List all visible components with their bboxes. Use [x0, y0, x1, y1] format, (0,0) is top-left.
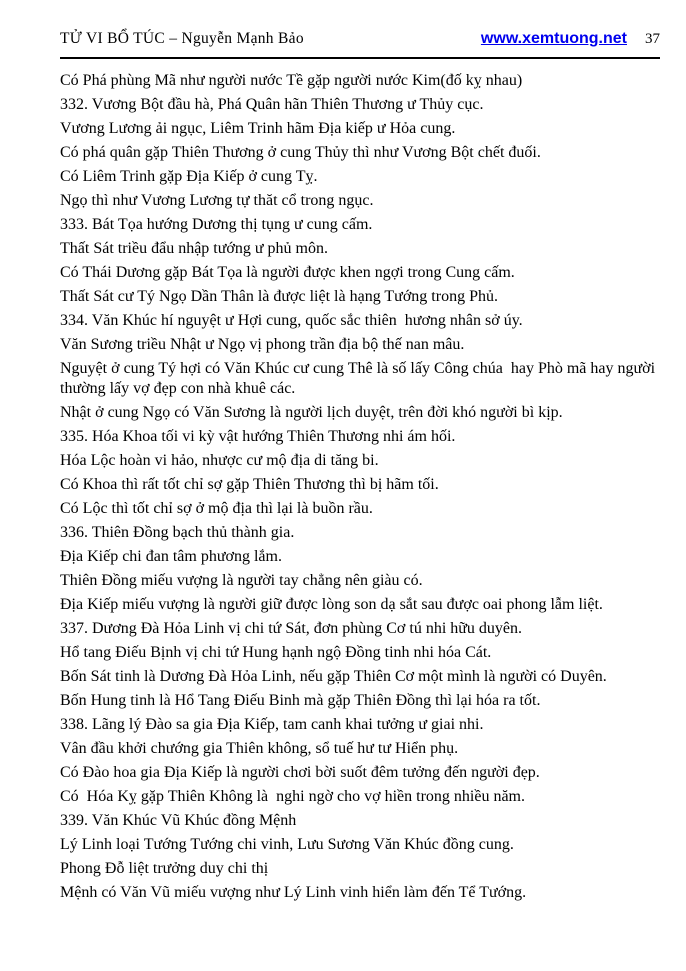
paragraph: Có Đào hoa gia Địa Kiếp là người chơi bời suốt đêm tưởng đến người đẹp. [60, 764, 540, 781]
paragraph: Hổ tang Điếu Bịnh vị chi tứ Hung hạnh ngộ Đồng tinh nhi hóa Cát. [60, 644, 492, 661]
paragraph: Phong Đỗ liệt trưởng duy chi thị [60, 860, 269, 877]
paragraph: Lý Linh loại Tướng Tướng chi vinh, Lưu Sương Văn Khúc đồng cung. [60, 836, 514, 853]
paragraph: Địa Kiếp miếu vượng là người giữ được lòng son dạ sắt sau được oai phong lẫm liệt. [60, 596, 603, 613]
paragraph: 335. Hóa Khoa tối vi kỳ vật hướng Thiên Thương nhi ám hối. [60, 428, 456, 445]
paragraph: 337. Dương Đà Hỏa Linh vị chi tứ Sát, đơn phùng Cơ tú nhi hữu duyên. [60, 620, 523, 637]
paragraph: 339. Văn Khúc Vũ Khúc đồng Mệnh [60, 812, 297, 829]
paragraph: Có phá quân gặp Thiên Thương ở cung Thủy thì như Vương Bột chết đuối. [60, 144, 541, 161]
paragraph: Hóa Lộc hoàn vi hảo, nhược cư mộ địa di tăng bi. [60, 452, 379, 469]
page-header [60, 30, 660, 48]
paragraph: Có Hóa Kỵ gặp Thiên Không là nghi ngờ cho vợ hiền trong nhiều năm. [60, 788, 525, 805]
paragraph: Có Khoa thì rất tốt chỉ sợ gặp Thiên Thương thì bị hãm tối. [60, 476, 439, 493]
paragraph: Nhật ở cung Ngọ có Văn Sương là người lịch duyệt, trên đời khó người bì kịp. [60, 404, 563, 421]
paragraph: Vân đầu khởi chướng gia Thiên không, sổ tuế hư tư Hiển phụ. [60, 740, 459, 757]
header-title: TỬ VI BỔ TÚC – Nguyễn Mạnh Bảo [60, 30, 304, 47]
paragraph: Địa Kiếp chi đan tâm phương lắm. [60, 548, 282, 565]
paragraph: Thất Sát triều đẩu nhập tướng ư phủ môn. [60, 240, 328, 257]
page-number: 37 [645, 31, 660, 47]
paragraph: Có Liêm Trinh gặp Địa Kiếp ở cung Tỵ. [60, 168, 318, 185]
paragraph: Văn Sương triều Nhật ư Ngọ vị phong trần địa bộ thế nan mâu. [60, 336, 465, 353]
header-right-group [481, 30, 660, 48]
paragraph: Vương Lương ải ngục, Liêm Trinh hãm Địa kiếp ư Hỏa cung. [60, 120, 456, 137]
paragraph: 334. Văn Khúc hí nguyệt ư Hợi cung, quốc sắc thiên hương nhân sở úy. [60, 312, 523, 329]
paragraph: 338. Lãng lý Đào sa gia Địa Kiếp, tam canh khai tưởng ư giai nhi. [60, 716, 484, 733]
paragraph: Thiên Đồng miếu vượng là người tay chẳng nên giàu có. [60, 572, 423, 589]
website-link[interactable]: www.xemtuong.net [480, 30, 627, 47]
paragraph: Mệnh có Văn Vũ miếu vượng như Lý Linh vinh hiển làm đến Tể Tướng. [60, 884, 527, 901]
paragraph: Thất Sát cư Tý Ngọ Dần Thân là được liệt là hạng Tướng trong Phủ. [60, 288, 498, 305]
paragraph: Ngọ thì như Vương Lương tự thăt cổ trong ngục. [60, 192, 374, 209]
paragraph: 333. Bát Tọa hướng Dương thị tụng ư cung cấm. [60, 216, 373, 233]
paragraph: Bốn Sát tinh là Dương Đà Hỏa Linh, nếu gặp Thiên Cơ một mình là người có Duyên. [60, 668, 607, 685]
paragraph: Nguyệt ở cung Tý hợi có Văn Khúc cư cung Thê là số lấy Công chúa hay Phò mã hay người thường lấy vợ đẹp con nhà khuê các. [60, 360, 660, 397]
paragraph: 332. Vương Bột đầu hà, Phá Quân hãn Thiên Thương ư Thủy cục. [60, 96, 484, 113]
paragraph: Có Thái Dương gặp Bát Tọa là người được khen ngợi trong Cung cấm. [60, 264, 515, 281]
header-divider [60, 57, 660, 59]
paragraph: Bốn Hung tinh là Hổ Tang Điếu Binh mà gặp Thiên Đồng thì lại hóa ra tốt. [60, 692, 541, 709]
paragraph: 336. Thiên Đồng bạch thủ thành gia. [60, 524, 295, 541]
document-body [60, 71, 660, 903]
paragraph: Có Phá phùng Mã như người nước Tề gặp người nước Kim(đố kỵ nhau) [60, 72, 523, 89]
paragraph: Có Lộc thì tốt chỉ sợ ở mộ địa thì lại là buồn rầu. [60, 500, 373, 517]
